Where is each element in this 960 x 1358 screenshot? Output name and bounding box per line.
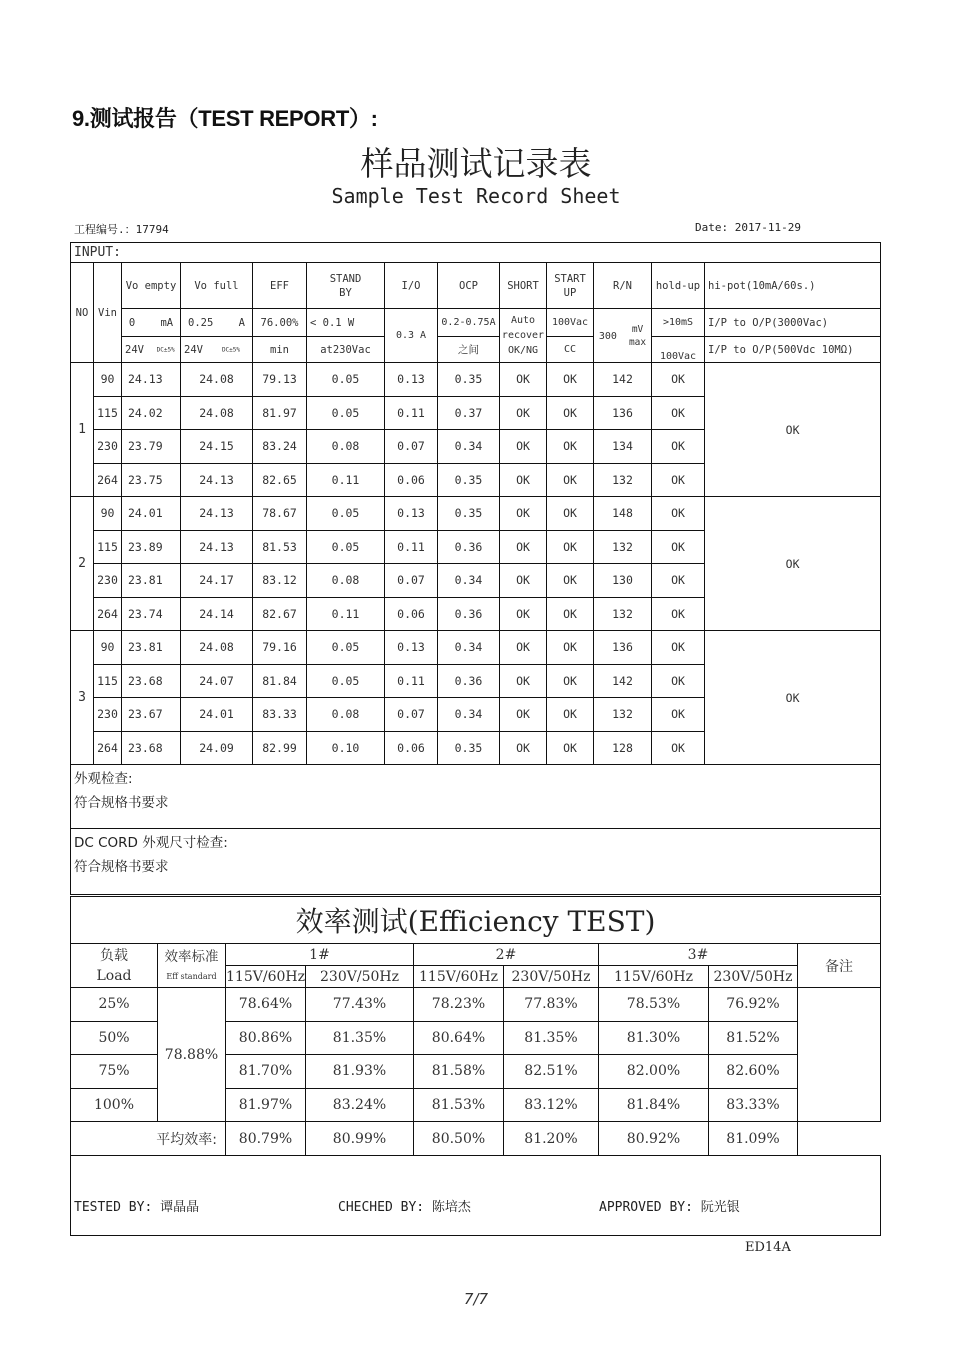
startup-cell: OK <box>547 564 594 598</box>
load-header-en: Load <box>71 966 158 988</box>
vin-cell: 90 <box>94 631 122 665</box>
vin-cell: 115 <box>94 664 122 698</box>
io-cell: 0.06 <box>385 731 438 765</box>
sample-number: 1 <box>71 363 94 497</box>
spec-startup-note: CC <box>547 337 594 363</box>
vo-full-cell: 24.08 <box>181 396 253 430</box>
startup-cell: OK <box>547 530 594 564</box>
io-cell: 0.07 <box>385 564 438 598</box>
short-cell: OK <box>500 363 547 397</box>
col-header-vo-full: Vo full <box>181 263 253 309</box>
ocp-cell: 0.34 <box>438 631 500 665</box>
rn-cell: 128 <box>594 731 652 765</box>
vin-cell: 230 <box>94 698 122 732</box>
load-cell: 25% <box>71 988 158 1022</box>
efficiency-value: 83.24% <box>306 1088 414 1122</box>
std-header-en: Eff standard <box>158 966 226 988</box>
sample-header-1: 1# <box>226 944 414 966</box>
sample-test-table <box>70 242 881 895</box>
spec-hipot-2: I/P to O/P(500Vdc 10MΩ) <box>705 337 881 363</box>
io-cell: 0.13 <box>385 631 438 665</box>
startup-cell: OK <box>547 664 594 698</box>
eff-cell: 82.99 <box>253 731 307 765</box>
efficiency-value: 81.93% <box>306 1055 414 1089</box>
efficiency-value: 83.33% <box>709 1088 798 1122</box>
standby-cell: 0.05 <box>307 396 385 430</box>
eff-cell: 78.67 <box>253 497 307 531</box>
io-cell: 0.07 <box>385 698 438 732</box>
holdup-cell: OK <box>652 564 705 598</box>
standby-cell: 0.11 <box>307 597 385 631</box>
holdup-cell: OK <box>652 463 705 497</box>
short-cell: OK <box>500 396 547 430</box>
io-cell: 0.06 <box>385 597 438 631</box>
eff-cell: 82.67 <box>253 597 307 631</box>
spec-ocp: 0.2-0.75A <box>438 309 500 337</box>
efficiency-value: 78.23% <box>414 988 504 1022</box>
input-label: INPUT: <box>71 243 881 263</box>
col-header-hipot: hi-pot(10mA/60s.) <box>705 263 881 309</box>
remarks-header: 备注 <box>798 944 881 988</box>
spec-unit: mA <box>160 316 174 329</box>
rn-cell: 136 <box>594 396 652 430</box>
standby-cell: 0.11 <box>307 463 385 497</box>
vo-empty-cell: 23.68 <box>122 664 181 698</box>
vo-full-cell: 24.01 <box>181 698 253 732</box>
spec-vo-empty-voltage <box>122 337 181 363</box>
efficiency-value: 78.53% <box>599 988 709 1022</box>
average-value: 80.50% <box>414 1122 504 1156</box>
standby-cell: 0.08 <box>307 564 385 598</box>
short-cell: OK <box>500 631 547 665</box>
vin-cell: 264 <box>94 731 122 765</box>
efficiency-table <box>70 896 881 1236</box>
spec-tolerance: DC±5% <box>221 346 240 353</box>
vo-empty-cell: 24.01 <box>122 497 181 531</box>
rn-cell: 132 <box>594 698 652 732</box>
spec-rn-unit: mV <box>631 323 644 335</box>
efficiency-value: 81.97% <box>226 1088 306 1122</box>
tested-by: TESTED BY: 谭晶晶 <box>74 1200 200 1215</box>
holdup-cell: OK <box>652 396 705 430</box>
startup-cell: OK <box>547 631 594 665</box>
short-cell: OK <box>500 497 547 531</box>
spec-hipot-1: I/P to O/P(3000Vac) <box>705 309 881 337</box>
startup-cell: OK <box>547 597 594 631</box>
efficiency-value: 80.64% <box>414 1021 504 1055</box>
io-cell: 0.11 <box>385 396 438 430</box>
table-row <box>71 631 881 665</box>
vo-empty-cell: 23.67 <box>122 698 181 732</box>
efficiency-title: 效率测试(Efficiency TEST) <box>71 897 881 944</box>
standby-cell: 0.05 <box>307 631 385 665</box>
condition-header: 230V/50Hz <box>709 966 798 988</box>
vo-full-cell: 24.15 <box>181 430 253 464</box>
efficiency-value: 80.86% <box>226 1021 306 1055</box>
ocp-cell: 0.36 <box>438 597 500 631</box>
eff-cell: 83.24 <box>253 430 307 464</box>
vo-full-cell: 24.13 <box>181 530 253 564</box>
spec-rn-max: max <box>628 336 647 348</box>
spec-value: 0 <box>128 316 136 329</box>
efficiency-value: 81.70% <box>226 1055 306 1089</box>
average-value: 81.20% <box>504 1122 599 1156</box>
holdup-cell: OK <box>652 698 705 732</box>
standby-cell: 0.08 <box>307 698 385 732</box>
efficiency-value: 81.58% <box>414 1055 504 1089</box>
eff-cell: 83.12 <box>253 564 307 598</box>
report-date: Date: 2017-11-29 <box>695 221 801 234</box>
approved-by: APPROVED BY: 阮光银 <box>599 1200 740 1215</box>
short-cell: OK <box>500 597 547 631</box>
spec-vo-full <box>181 309 253 337</box>
spec-short-line1: Auto <box>510 315 536 326</box>
appearance-label: 外观检查: <box>74 771 133 787</box>
short-cell: OK <box>500 430 547 464</box>
vo-full-cell: 24.08 <box>181 631 253 665</box>
condition-header: 115V/60Hz <box>226 966 306 988</box>
vo-empty-cell: 23.68 <box>122 731 181 765</box>
standby-cell: 0.05 <box>307 530 385 564</box>
vin-cell: 264 <box>94 463 122 497</box>
rn-cell: 132 <box>594 463 652 497</box>
spec-short <box>500 309 547 363</box>
vin-cell: 115 <box>94 530 122 564</box>
vo-full-cell: 24.09 <box>181 731 253 765</box>
spec-io: 0.3 A <box>385 309 438 363</box>
condition-header: 230V/50Hz <box>504 966 599 988</box>
ocp-cell: 0.35 <box>438 463 500 497</box>
vin-cell: 230 <box>94 430 122 464</box>
dc-cord-check <box>71 829 881 895</box>
col-header-io: I/O <box>385 263 438 309</box>
ocp-cell: 0.34 <box>438 698 500 732</box>
ocp-cell: 0.35 <box>438 731 500 765</box>
eff-cell: 81.97 <box>253 396 307 430</box>
spec-eff: 76.00% <box>253 309 307 337</box>
spec-voltage: 24V <box>184 343 203 356</box>
spec-short-line3: OK/NG <box>507 345 539 356</box>
spec-eff-note: min <box>253 337 307 363</box>
spec-vo-full-voltage <box>181 337 253 363</box>
short-cell: OK <box>500 463 547 497</box>
project-number: 工程编号.：17794 <box>74 223 169 236</box>
short-cell: OK <box>500 698 547 732</box>
efficiency-value: 82.00% <box>599 1055 709 1089</box>
std-header-cn: 效率标准 <box>158 944 226 966</box>
rn-cell: 142 <box>594 664 652 698</box>
io-cell: 0.06 <box>385 463 438 497</box>
rn-cell: 130 <box>594 564 652 598</box>
ocp-cell: 0.35 <box>438 497 500 531</box>
vo-full-cell: 24.08 <box>181 363 253 397</box>
ocp-cell: 0.37 <box>438 396 500 430</box>
table-row <box>71 497 881 531</box>
appearance-check <box>71 765 881 829</box>
spec-standby-note: at230Vac <box>307 337 385 363</box>
startup-line2: UP <box>563 286 577 299</box>
rn-cell: 132 <box>594 530 652 564</box>
efficiency-row <box>71 988 881 1022</box>
sample-number: 3 <box>71 631 94 765</box>
io-cell: 0.11 <box>385 530 438 564</box>
short-cell: OK <box>500 664 547 698</box>
standby-cell: 0.08 <box>307 430 385 464</box>
spec-ocp-note: 之间 <box>438 337 500 363</box>
vo-empty-cell: 24.13 <box>122 363 181 397</box>
checked-by: CHECHED BY: 陈培杰 <box>338 1200 471 1215</box>
spec-rn-value: 300 <box>598 330 617 342</box>
load-cell: 50% <box>71 1021 158 1055</box>
vin-cell: 90 <box>94 363 122 397</box>
standby-line1: STAND <box>329 272 362 285</box>
spec-vo-empty <box>122 309 181 337</box>
holdup-cell: OK <box>652 631 705 665</box>
standby-cell: 0.05 <box>307 664 385 698</box>
average-value: 80.99% <box>306 1122 414 1156</box>
spec-standby: < 0.1 W <box>307 309 385 337</box>
vo-empty-cell: 23.79 <box>122 430 181 464</box>
vo-full-cell: 24.14 <box>181 597 253 631</box>
vo-empty-cell: 24.02 <box>122 396 181 430</box>
efficiency-value: 76.92% <box>709 988 798 1022</box>
vo-full-cell: 24.07 <box>181 664 253 698</box>
eff-cell: 79.16 <box>253 631 307 665</box>
condition-header: 115V/60Hz <box>599 966 709 988</box>
ocp-cell: 0.36 <box>438 530 500 564</box>
spec-holdup: >10mS <box>652 309 705 337</box>
efficiency-value: 81.84% <box>599 1088 709 1122</box>
holdup-cell: OK <box>652 664 705 698</box>
io-cell: 0.07 <box>385 430 438 464</box>
average-value: 80.79% <box>226 1122 306 1156</box>
signature-block <box>71 1156 881 1236</box>
holdup-cell: OK <box>652 363 705 397</box>
holdup-cell: OK <box>652 430 705 464</box>
vin-cell: 115 <box>94 396 122 430</box>
short-cell: OK <box>500 530 547 564</box>
spec-unit: A <box>238 316 245 329</box>
vo-full-cell: 24.17 <box>181 564 253 598</box>
col-header-ocp: OCP <box>438 263 500 309</box>
load-cell: 75% <box>71 1055 158 1089</box>
vo-full-cell: 24.13 <box>181 463 253 497</box>
sample-header-3: 3# <box>599 944 798 966</box>
efficiency-value: 83.12% <box>504 1088 599 1122</box>
efficiency-value: 78.64% <box>226 988 306 1022</box>
startup-cell: OK <box>547 497 594 531</box>
vin-cell: 264 <box>94 597 122 631</box>
spec-holdup-note: 100Vac <box>652 337 705 363</box>
ocp-cell: 0.34 <box>438 564 500 598</box>
rn-cell: 132 <box>594 597 652 631</box>
condition-header: 115V/60Hz <box>414 966 504 988</box>
col-header-startup <box>547 263 594 309</box>
holdup-cell: OK <box>652 597 705 631</box>
rn-cell: 148 <box>594 497 652 531</box>
efficiency-value: 77.83% <box>504 988 599 1022</box>
eff-cell: 81.84 <box>253 664 307 698</box>
sheet-title-cn: 样品测试记录表 <box>360 144 592 183</box>
efficiency-value: 81.52% <box>709 1021 798 1055</box>
eff-cell: 82.65 <box>253 463 307 497</box>
average-value: 80.92% <box>599 1122 709 1156</box>
efficiency-value: 82.60% <box>709 1055 798 1089</box>
startup-cell: OK <box>547 731 594 765</box>
startup-cell: OK <box>547 463 594 497</box>
rn-cell: 136 <box>594 631 652 665</box>
sheet-title-en: Sample Test Record Sheet <box>331 184 621 208</box>
spec-voltage: 24V <box>125 343 144 356</box>
col-header-standby <box>307 263 385 309</box>
vo-empty-cell: 23.74 <box>122 597 181 631</box>
short-cell: OK <box>500 731 547 765</box>
efficiency-value: 81.35% <box>306 1021 414 1055</box>
hipot-result: OK <box>705 363 881 497</box>
ocp-cell: 0.35 <box>438 363 500 397</box>
vin-cell: 90 <box>94 497 122 531</box>
startup-cell: OK <box>547 430 594 464</box>
startup-cell: OK <box>547 396 594 430</box>
short-cell: OK <box>500 564 547 598</box>
eff-cell: 81.53 <box>253 530 307 564</box>
eff-cell: 79.13 <box>253 363 307 397</box>
sample-number: 2 <box>71 497 94 631</box>
standby-cell: 0.05 <box>307 363 385 397</box>
sample-header-2: 2# <box>414 944 599 966</box>
efficiency-value: 82.51% <box>504 1055 599 1089</box>
condition-header: 230V/50Hz <box>306 966 414 988</box>
table-row <box>71 363 881 397</box>
spec-tolerance: DC±5% <box>156 346 175 353</box>
col-header-rn: R/N <box>594 263 652 309</box>
spec-value: 0.25 <box>188 316 214 329</box>
vin-cell: 230 <box>94 564 122 598</box>
col-header-vin: Vin <box>94 263 122 363</box>
col-header-eff: EFF <box>253 263 307 309</box>
vo-empty-cell: 23.75 <box>122 463 181 497</box>
standby-cell: 0.10 <box>307 731 385 765</box>
eff-cell: 83.33 <box>253 698 307 732</box>
vo-empty-cell: 23.81 <box>122 631 181 665</box>
vo-empty-cell: 23.89 <box>122 530 181 564</box>
remarks-cell <box>798 988 881 1122</box>
efficiency-value: 81.53% <box>414 1088 504 1122</box>
startup-line1: START <box>554 272 586 285</box>
spec-short-line2: recover <box>501 330 545 341</box>
dc-cord-label: DC CORD 外观尺寸检查: <box>74 835 228 851</box>
rn-cell: 142 <box>594 363 652 397</box>
eff-standard-value: 78.88% <box>158 988 226 1122</box>
ocp-cell: 0.34 <box>438 430 500 464</box>
vo-full-cell: 24.13 <box>181 497 253 531</box>
efficiency-value: 81.30% <box>599 1021 709 1055</box>
appearance-result: 符合规格书要求 <box>74 795 169 811</box>
spec-rn <box>594 309 652 363</box>
col-header-no: NO <box>71 263 94 363</box>
io-cell: 0.13 <box>385 497 438 531</box>
io-cell: 0.11 <box>385 664 438 698</box>
efficiency-value: 77.43% <box>306 988 414 1022</box>
col-header-vo-empty: Vo empty <box>122 263 181 309</box>
io-cell: 0.13 <box>385 363 438 397</box>
average-label: 平均效率: <box>71 1122 226 1156</box>
load-header-cn: 负载 <box>71 944 158 966</box>
form-code: ED14A <box>745 1240 791 1255</box>
average-value: 81.09% <box>709 1122 798 1156</box>
holdup-cell: OK <box>652 497 705 531</box>
col-header-holdup: hold-up <box>652 263 705 309</box>
dc-cord-result: 符合规格书要求 <box>74 859 169 875</box>
page-number: 7/7 <box>463 1290 489 1308</box>
hipot-result: OK <box>705 497 881 631</box>
vo-empty-cell: 23.81 <box>122 564 181 598</box>
col-header-short: SHORT <box>500 263 547 309</box>
load-cell: 100% <box>71 1088 158 1122</box>
standby-cell: 0.05 <box>307 497 385 531</box>
holdup-cell: OK <box>652 731 705 765</box>
standby-line2: BY <box>339 286 352 299</box>
rn-cell: 134 <box>594 430 652 464</box>
spec-startup: 100Vac <box>547 309 594 337</box>
startup-cell: OK <box>547 363 594 397</box>
ocp-cell: 0.36 <box>438 664 500 698</box>
holdup-cell: OK <box>652 530 705 564</box>
startup-cell: OK <box>547 698 594 732</box>
section-title: 9.测试报告（TEST REPORT）: <box>72 106 378 131</box>
hipot-result: OK <box>705 631 881 765</box>
efficiency-value: 81.35% <box>504 1021 599 1055</box>
